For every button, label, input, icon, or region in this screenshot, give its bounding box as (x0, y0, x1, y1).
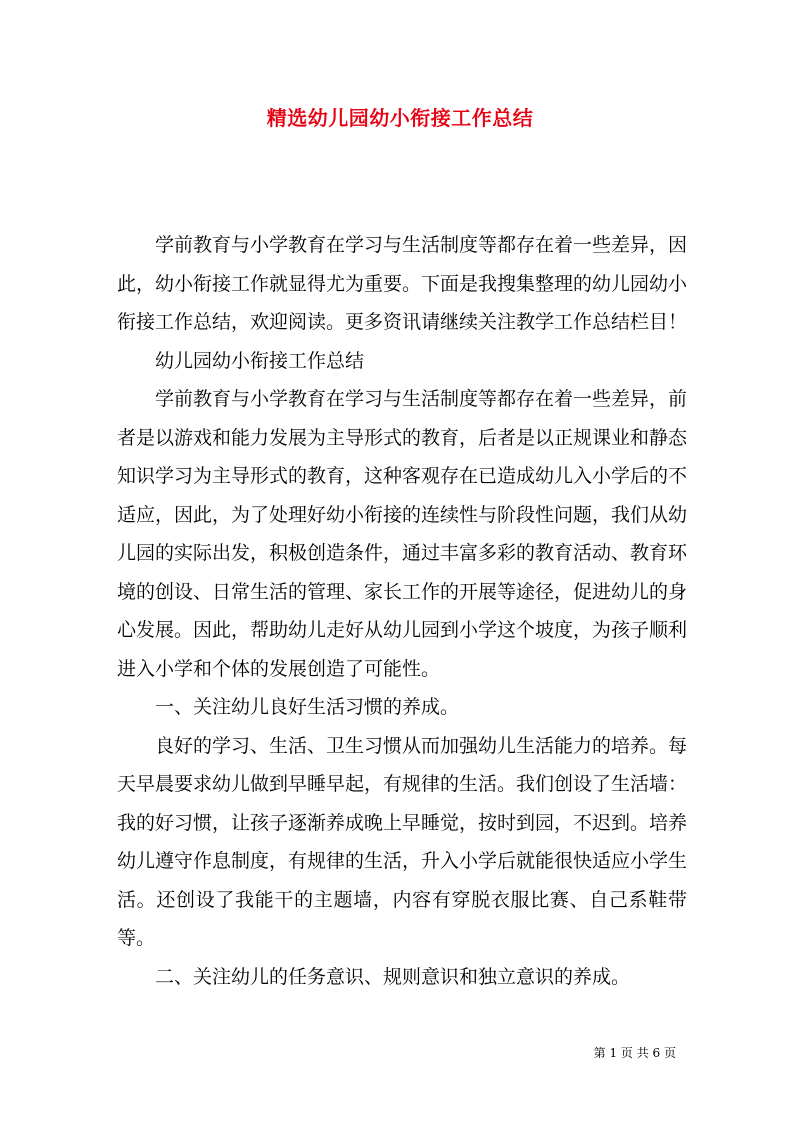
page-number-footer: 第 1 页 共 6 页 (593, 1046, 676, 1060)
body-paragraph: 学前教育与小学教育在学习与生活制度等都存在着一些差异，前者是以游戏和能力发展为主导形式的教育，后者是以正规课业和静态知识学习为主导形式的教育，这种客观存在已造成幼儿入小学后的不适应，因此，为了处理好幼小衔接的连续性与阶段性问题，我们从幼儿园的实际出发，积极创造条件，通过丰富多彩的教育活动、教育环境的创设、日常生活的管理、家长工作的开展等途径，促进幼儿的身心发展。因此，帮助幼儿走好从幼儿园到小学这个坡度，为孩子顺利进入小学和个体的发展创造了可能性。 (117, 388, 688, 680)
body-paragraph: 良好的学习、生活、卫生习惯从而加强幼儿生活能力的培养。每天早晨要求幼儿做到早睡早起，有规律的生活。我们创设了生活墙：我的好习惯，让孩子逐渐养成晚上早睡觉，按时到园，不迟到。培养幼儿遵守作息制度，有规律的生活，升入小学后就能很快适应小学生活。还创设了我能干的主题墙，内容有穿脱衣服比赛、自己系鞋带等。 (117, 734, 688, 949)
section-heading: 幼儿园幼小衔接工作总结 (155, 349, 365, 372)
intro-paragraph: 学前教育与小学教育在学习与生活制度等都存在着一些差异，因此，幼小衔接工作就显得尤为重要。下面是我搜集整理的幼儿园幼小衔接工作总结，欢迎阅读。更多资讯请继续关注教学工作总结栏目！ (117, 234, 688, 333)
document-title: 精选幼儿园幼小衔接工作总结 (266, 106, 534, 130)
subheading-1: 一、关注幼儿良好生活习惯的养成。 (155, 696, 460, 718)
document-body (117, 226, 687, 996)
subheading-2: 二、关注幼儿的任务意识、规则意识和独立意识的养成。 (155, 965, 631, 988)
